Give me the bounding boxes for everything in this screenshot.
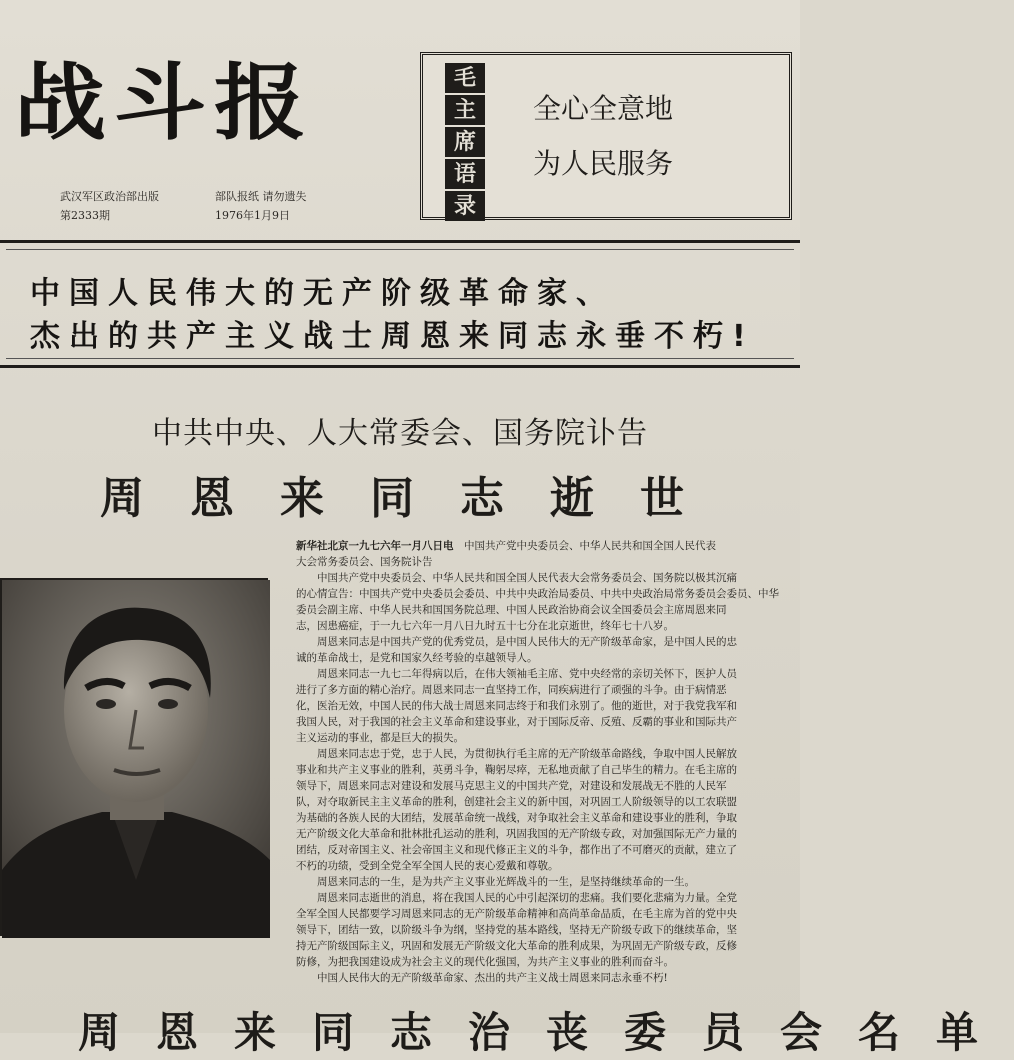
article-line: 周恩来同志是中国共产党的优秀党员，是中国人民伟大的无产阶级革命家，是中国人民的忠 <box>317 636 737 648</box>
article-line: 周恩来同志的一生，是为共产主义事业光辉战斗的一生，是坚持继续革命的一生。 <box>317 876 695 888</box>
portrait-image <box>2 580 270 938</box>
issue-date: 1976年1月9日 <box>215 208 290 222</box>
date-info <box>215 188 307 225</box>
article-line: 周恩来同志逝世的消息，将在我国人民的心中引起深切的悲痛。我们要化悲痛为力量。全党 <box>317 892 737 904</box>
article-line: 委员会副主席、中华人民共和国国务院总理、中国人民政治协商会议全国委员会主席周恩来同 <box>296 604 727 616</box>
article-line: 周恩来同志一九七二年得病以后，在伟大领袖毛主席、党中央经常的亲切关怀下，医护人员 <box>317 668 737 680</box>
dateline: 新华社北京一九七六年一月八日电 <box>296 540 454 552</box>
article-line: 持无产阶级国际主义，巩固和发展无产阶级文化大革命的胜利成果，为巩固无产阶级专政，反修 <box>296 940 737 952</box>
quote-tag-char: 毛 <box>445 63 485 93</box>
obituary-article <box>296 538 800 984</box>
issue-number: 第2333期 <box>60 208 110 222</box>
keep-note: 部队报纸 请勿遗失 <box>215 190 307 203</box>
quote-tag-char: 语 <box>445 159 485 189</box>
headline-line-1: 中国人民伟大的无产阶级革命家、 <box>30 276 615 311</box>
publisher: 武汉军区政治部出版 <box>60 190 159 203</box>
article-line: 队，对夺取新民主主义革命的胜利，创建社会主义的新中国，对巩固工人阶级领导的以工农联盟 <box>296 796 737 808</box>
quote-text <box>533 81 673 191</box>
quote-line-1: 全心全意地 <box>533 92 674 125</box>
article-line: 诚的革命战士，是党和国家久经考验的卓越领导人。 <box>296 652 538 664</box>
article-line: 领导下，团结一致，以阶级斗争为纲，坚持党的基本路线，坚持无产阶级专政下的继续革命，坚 <box>296 924 737 936</box>
masthead-logo: 战斗报 <box>14 54 315 152</box>
article-line: 的心情宣告：中国共产党中央委员会委员、中共中央政治局委员、中共中央政治局常务委员会委员、中华 <box>296 588 779 600</box>
article-lead <box>296 538 800 554</box>
article-line: 为基础的各族人民的大团结，发展革命统一战线，对争取社会主义革命和建设事业的胜利，争取 <box>296 812 737 824</box>
article-line: 团结，反对帝国主义、社会帝国主义和现代修正主义的斗争，都作出了不可磨灭的贡献，建立了 <box>296 844 737 856</box>
article-line: 大会常务委员会、国务院讣告 <box>296 556 433 568</box>
article-line: 周恩来同志忠于党，忠于人民，为贯彻执行毛主席的无产阶级革命路线，争取中国人民解放 <box>317 748 737 760</box>
quote-tag-char: 席 <box>445 127 485 157</box>
article-line: 中国人民伟大的无产阶级革命家、杰出的共产主义战士周恩来同志永垂不朽! <box>317 972 668 984</box>
headline-banner <box>0 240 800 368</box>
article-line: 不朽的功绩，受到全党全军全国人民的衷心爱戴和尊敬。 <box>296 860 559 872</box>
article-line: 进行了多方面的精心治疗。周恩来同志一直坚持工作，同疾病进行了顽强的斗争。由于病情恶 <box>296 684 727 696</box>
article-line: 全军全国人民都要学习周恩来同志的无产阶级革命精神和高尚革命品质，在毛主席为首的党中央 <box>296 908 737 920</box>
article-line: 领导下，周恩来同志对建设和发展马克思主义的中国共产党，对建设和发展战无不胜的人民军 <box>296 780 727 792</box>
article-line: 主义运动的事业，都是巨大的损失。 <box>296 732 464 744</box>
article-line: 事业和共产主义事业的胜利，英勇斗争，鞠躬尽瘁，无私地贡献了自己毕生的精力。在毛主席的 <box>296 764 737 776</box>
publisher-info <box>60 188 159 225</box>
quote-tag <box>445 63 489 223</box>
article-line: 中国共产党中央委员会、中华人民共和国全国人民代表大会常务委员会、国务院以极其沉痛 <box>317 572 737 584</box>
article-line: 无产阶级文化大革命和批林批孔运动的胜利，巩固我国的无产阶级专政，对加强国际无产力量的 <box>296 828 737 840</box>
headline-line-2: 杰出的共产主义战士周恩来同志永垂不朽! <box>30 319 755 354</box>
article-line: 志，因患癌症，于一九七六年一月八日九时五十七分在北京逝世，终年七十八岁。 <box>296 620 674 632</box>
quote-line-2: 为人民服务 <box>533 147 674 180</box>
portrait-photo <box>0 578 268 936</box>
mao-quote-box <box>420 52 792 220</box>
article-lead-text: 中国共产党中央委员会、中华人民共和国全国人民代表 <box>464 540 716 552</box>
quote-tag-char: 录 <box>445 191 485 221</box>
article-line: 防修，为把我国建设成为社会主义的现代化强国，为共产主义事业的胜利而奋斗。 <box>296 956 674 968</box>
notice-subtitle: 中共中央、人大常委会、国务院讣告 <box>152 416 648 451</box>
committee-list-title: 周恩来同志治丧委员会名单 <box>78 1008 1014 1057</box>
article-line: 我国人民，对于我国的社会主义革命和建设事业，对于国际反帝、反殖、反霸的事业和国际共产 <box>296 716 737 728</box>
notice-title: 周恩来同志逝世 <box>100 473 730 524</box>
article-line: 化，医治无效，中国人民的伟大战士周恩来同志终于和我们永别了。他的逝世，对于我党我军和 <box>296 700 737 712</box>
quote-tag-char: 主 <box>445 95 485 125</box>
